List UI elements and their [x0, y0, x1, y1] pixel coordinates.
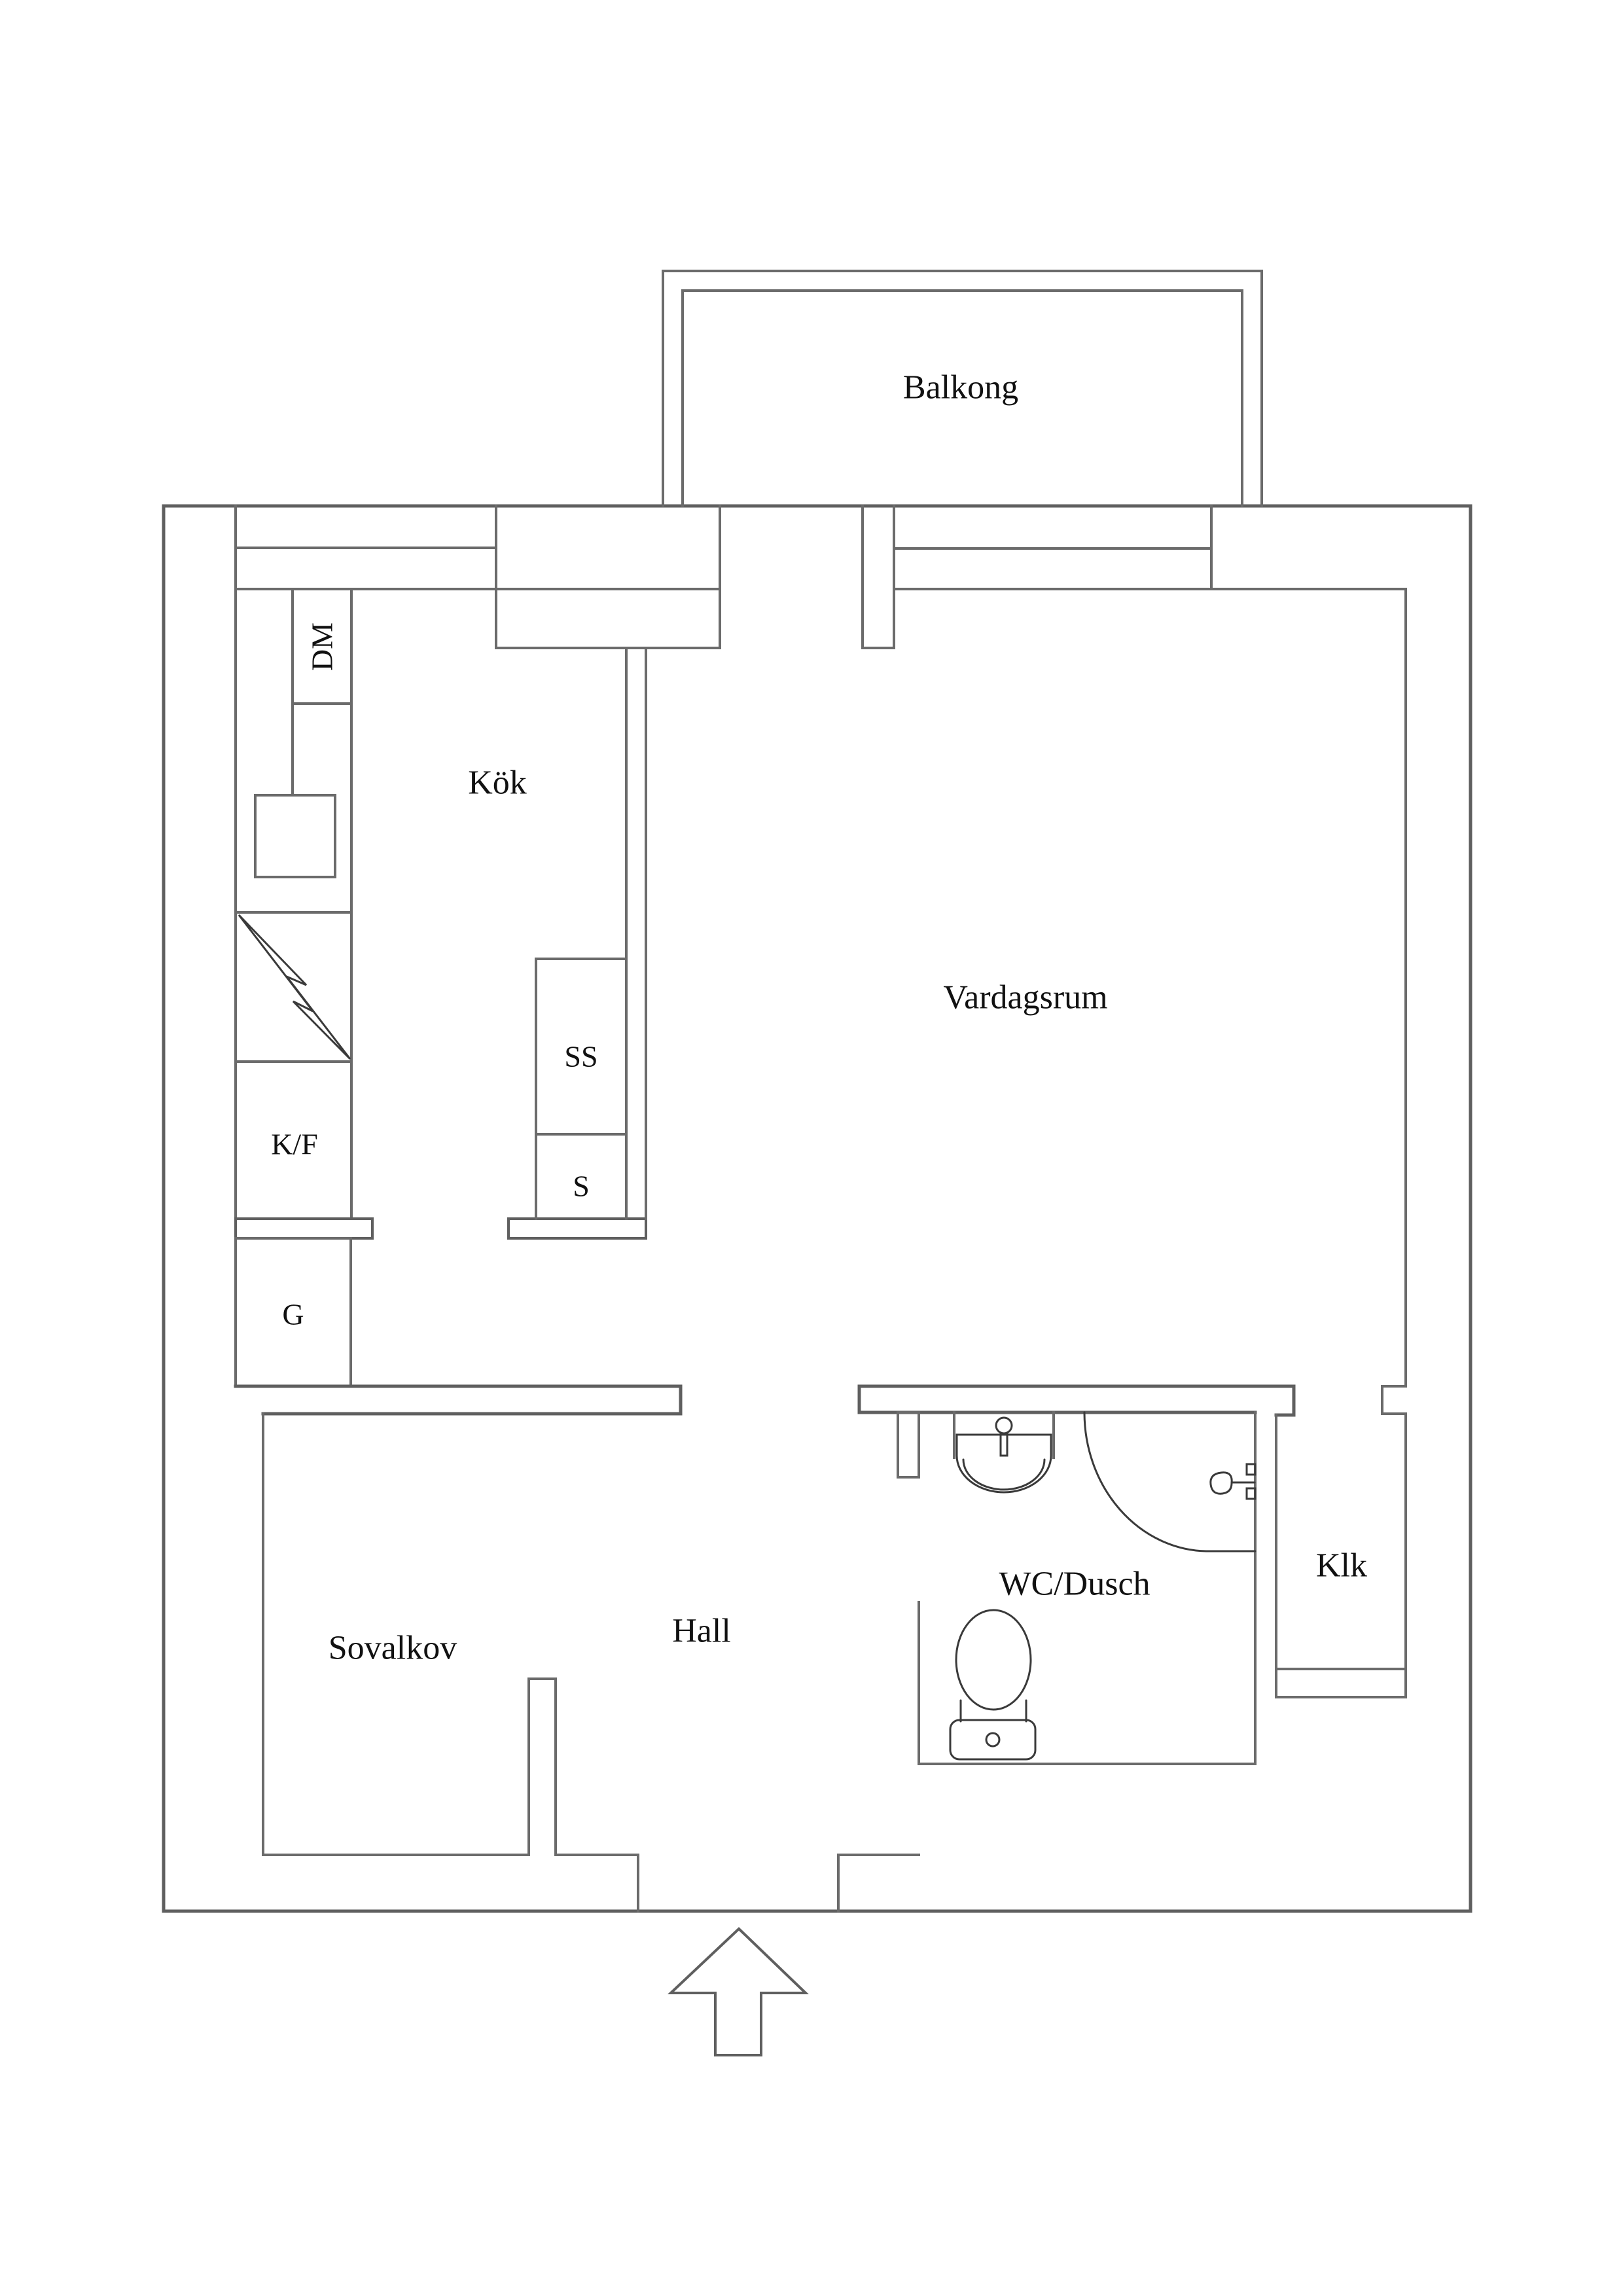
living-room-label: Vardagsrum — [943, 978, 1108, 1016]
sleeping-alcove — [263, 1414, 638, 1855]
wall-block — [496, 506, 720, 648]
kitchen-window — [236, 506, 496, 589]
bathroom — [898, 1412, 1276, 1764]
kitchen-island — [536, 959, 626, 1219]
wall-stub-island — [508, 1219, 646, 1238]
shower-mixer-icon — [1211, 1464, 1255, 1499]
closet-label: Klk — [1316, 1547, 1367, 1585]
shower-screen-icon — [1084, 1412, 1255, 1551]
balcony — [663, 271, 1262, 506]
toilet-icon — [950, 1610, 1035, 1759]
balcony-door-post — [863, 506, 894, 648]
wall-stub-left — [236, 1219, 372, 1238]
entrance — [638, 1855, 919, 2055]
counter-upper-label: SS — [564, 1039, 598, 1073]
wash-basin-icon — [957, 1418, 1051, 1492]
kitchen-label: Kök — [468, 764, 527, 802]
wardrobe-label: G — [282, 1297, 304, 1331]
entrance-arrow-icon — [671, 1929, 806, 2055]
dishwasher-label: DM — [305, 622, 339, 672]
outer-walls — [164, 506, 1471, 1911]
counter-lower-label: S — [573, 1169, 590, 1203]
closet — [1276, 1547, 1406, 1698]
hall-label: Hall — [672, 1612, 731, 1650]
bathroom-door-jamb — [898, 1412, 919, 1477]
kitchen — [236, 589, 646, 1386]
right-wall-inner — [1382, 589, 1406, 1697]
bathroom-label: WC/Dusch — [999, 1565, 1150, 1603]
sleeping-alcove-label: Sovalkov — [328, 1629, 457, 1667]
top-wall-elements — [236, 506, 1406, 648]
living-room-window — [894, 506, 1211, 589]
kitchen-hob — [255, 795, 335, 877]
middle-walls — [236, 1386, 1294, 1415]
electric-bolt-icon — [239, 915, 350, 1059]
fridge-freezer-label: K/F — [271, 1127, 318, 1161]
balcony-label: Balkong — [902, 368, 1019, 406]
